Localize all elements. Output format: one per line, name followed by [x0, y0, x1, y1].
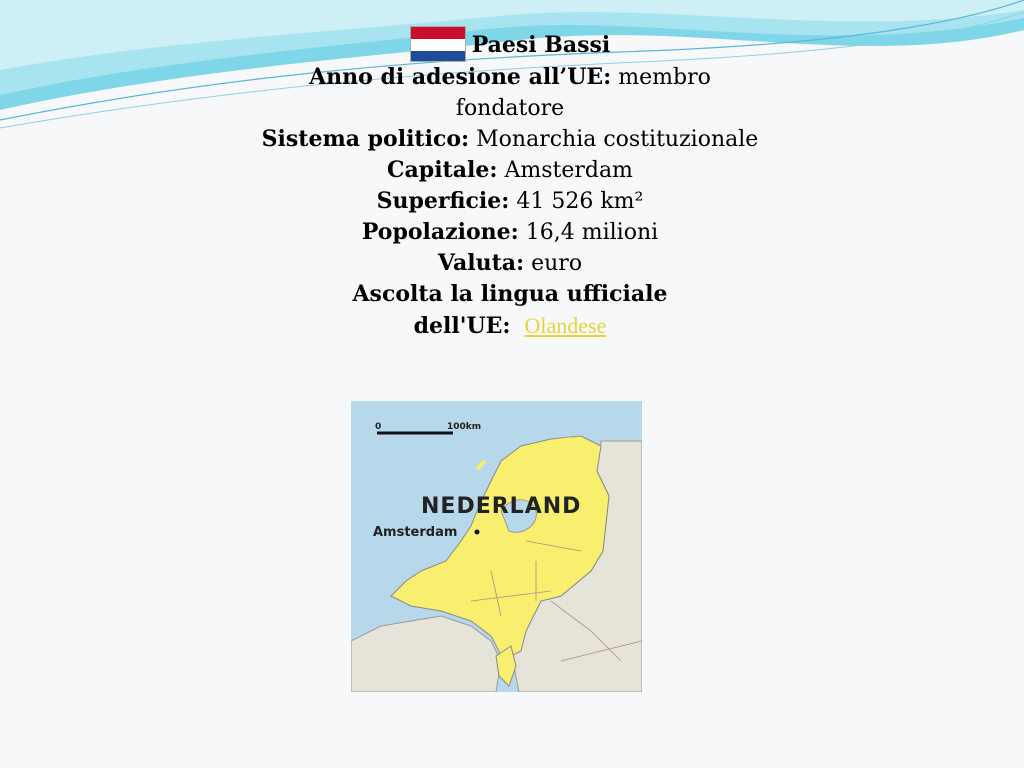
city-map-label: Amsterdam [373, 525, 458, 540]
capital-value: Amsterdam [497, 158, 633, 183]
area-row [230, 186, 790, 217]
adhesion-label: Anno di adesione all’UE: [309, 64, 612, 90]
adhesion-row [230, 62, 790, 124]
population-value: 16,4 milioni [518, 220, 659, 245]
flag-blue-stripe [411, 51, 465, 61]
population-row [230, 217, 790, 248]
language-label-line2: dell'UE: [413, 313, 511, 339]
currency-value: euro [524, 251, 583, 276]
amsterdam-dot [475, 530, 480, 535]
map-image [351, 401, 642, 692]
adhesion-value: membro fondatore [455, 65, 711, 121]
country-map-label: NEDERLAND [421, 494, 582, 519]
language-audio-link[interactable]: Olandese [524, 313, 607, 338]
currency-label: Valuta: [437, 250, 525, 276]
language-row-1 [230, 279, 790, 310]
scale-end-label: 100km [447, 422, 482, 432]
area-value: 41 526 km² [509, 189, 644, 214]
country-info [230, 26, 790, 342]
scale-start-label: 0 [375, 422, 382, 432]
language-row-2 [230, 310, 790, 342]
flag-white-stripe [411, 39, 465, 51]
title-line [230, 26, 790, 62]
country-name: Paesi Bassi [471, 32, 611, 58]
area-label: Superficie: [376, 188, 510, 214]
population-label: Popolazione: [361, 219, 519, 245]
political-system-row [230, 124, 790, 155]
capital-row [230, 155, 790, 186]
netherlands-map [351, 401, 642, 692]
netherlands-flag-icon [410, 26, 466, 62]
currency-row [230, 248, 790, 279]
flag-red-stripe [411, 27, 465, 39]
capital-label: Capitale: [387, 157, 498, 183]
political-system-label: Sistema politico: [261, 126, 470, 152]
political-system-value: Monarchia costituzionale [469, 127, 759, 152]
language-label-line1: Ascolta la lingua ufficiale [352, 281, 668, 307]
